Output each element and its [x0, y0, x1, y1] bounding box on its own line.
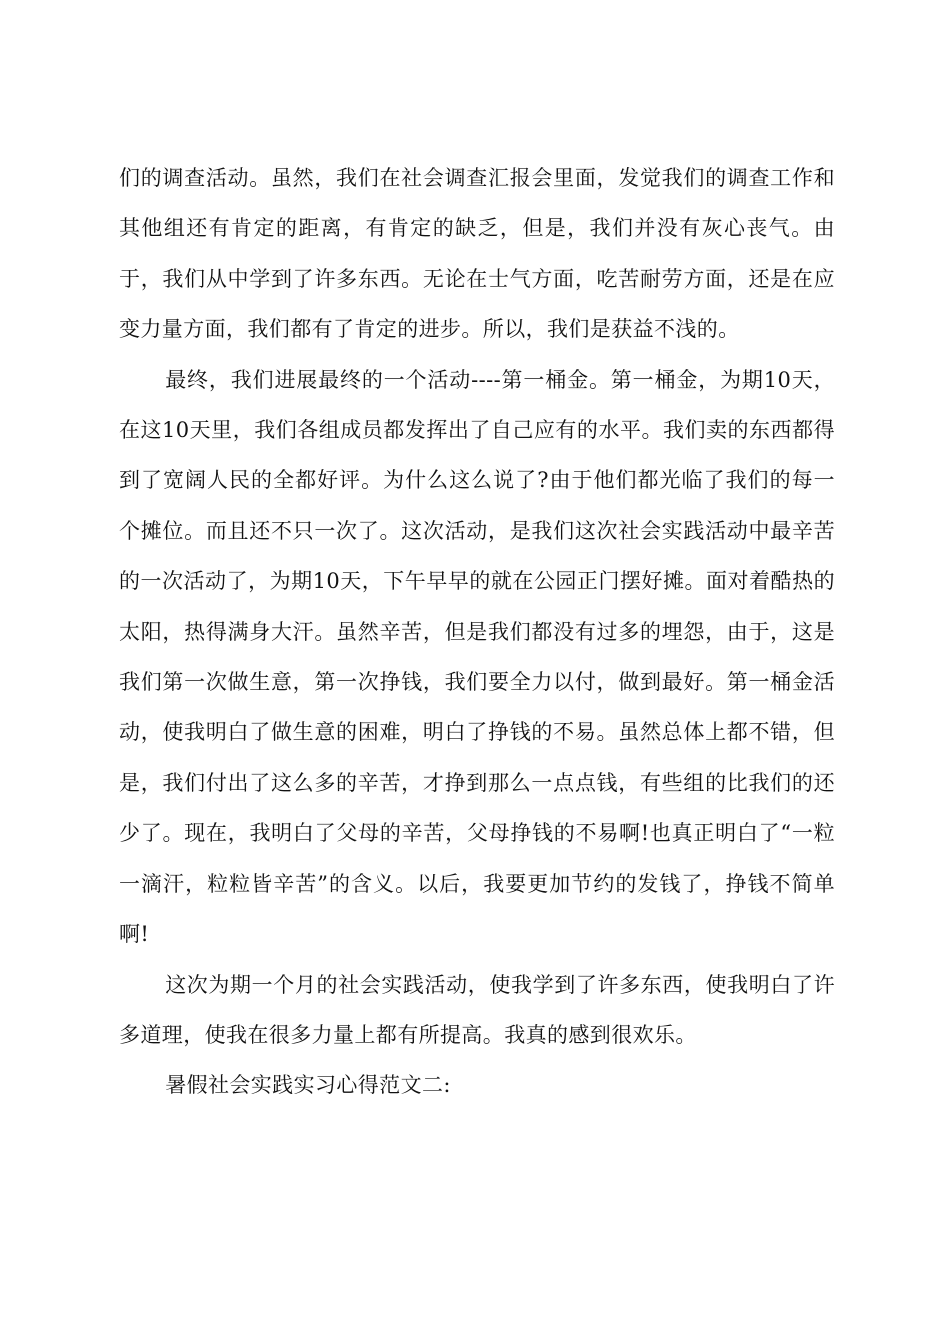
- paragraph-summary: 这次为期一个月的社会实践活动，使我学到了许多东西，使我明白了许多道理，使我在很多力量上都有所提高。我真的感到很欢乐。: [119, 972, 835, 1047]
- paragraph-first-bucket-of-gold: 最终，我们进展最终的一个活动----第一桶金。第一桶金，为期10天，在这10天里，我们各组成员都发挥出了自己应有的水平。我们卖的东西都得到了宽阔人民的全都好评。为什么这么说了?由于他们都光临了我们的每一个摊位。而且还不只一次了。这次活动，是我们这次社会实践活动中最辛苦的一次活动了，为期10天，下午早早的就在公园正门摆好摊。面对着酷热的太阳，热得满身大汗。虽然辛苦，但是我们都没有过多的埋怨，由于，这是我们第一次做生意，第一次挣钱，我们要全力以付，做到最好。第一桶金活动，使我明白了做生意的困难，明白了挣钱的不易。虽然总体上都不错，但是，我们付出了这么多的辛苦，才挣到那么一点点钱，有些组的比我们的还少了。现在，我明白了父母的辛苦，父母挣钱的不易啊!也真正明白了“一粒一滴汗，粒粒皆辛苦”的含义。以后，我要更加节约的发钱了，挣钱不简单啊!: [119, 367, 835, 947]
- paragraph-continuation: 们的调查活动。虽然，我们在社会调查汇报会里面，发觉我们的调查工作和其他组还有肯定的距离，有肯定的缺乏，但是，我们并没有灰心丧气。由于，我们从中学到了许多东西。无论在士气方面，吃苦耐劳方面，还是在应变力量方面，我们都有了肯定的进步。所以，我们是获益不浅的。: [119, 166, 835, 342]
- section-heading-sample-two: 暑假社会实践实习心得范文二:: [165, 1073, 451, 1098]
- document-body: [119, 153, 835, 1111]
